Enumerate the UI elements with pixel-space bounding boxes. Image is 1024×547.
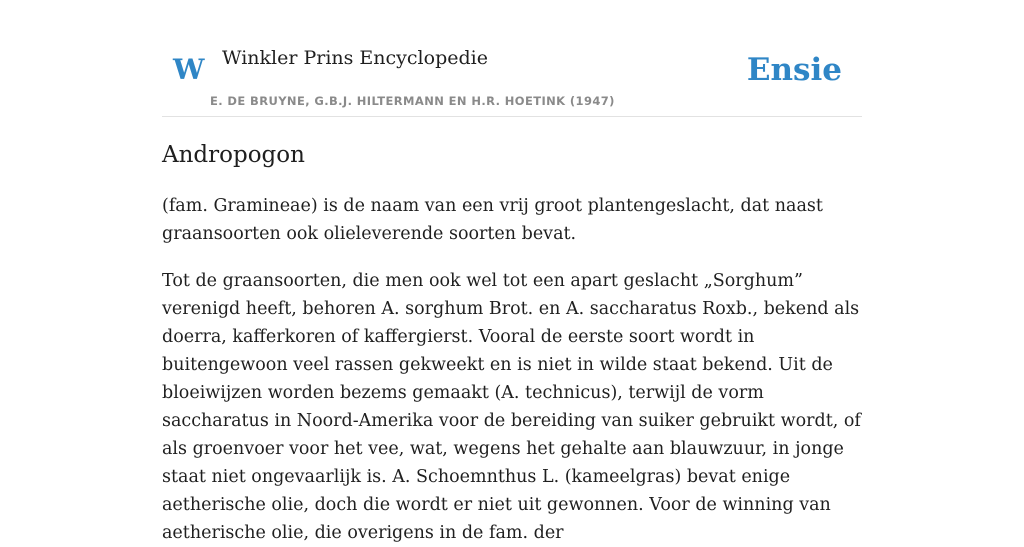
article-paragraph: Tot de graansoorten, die men ook wel tot een apart geslacht „Sorghum” verenigd heeft, behoren A. sorghum Brot. en A. saccharatus Roxb., bekend als doerra, kafferkoren of kaffergierst. Vooral de eerste soort wordt in buitengewoon veel rassen gekweekt en is niet in wilde staat bekend. Uit de bloeiwijzen worden bezems gemaakt (A. technicus), terwijl de vorm saccharatus in Noord-Amerika voor de bereiding van suiker gebruikt wordt, of als groenvoer voor het vee, wat, wegens het gehalte aan blauwzuur, in jonge staat niet ongevaarlijk is. A. Schoemnthus L. (kameelgras) bevat enige aetherische olie, doch die wordt er niet uit gewonnen. Voor de winning van aetherische olie, die overigens in de fam. der bbox=[162, 271, 861, 543]
publication-title[interactable]: Winkler Prins Encyclopedie bbox=[222, 47, 488, 69]
ensie-brand-link[interactable]: Ensie bbox=[746, 52, 842, 88]
article-title: Andropogon bbox=[162, 142, 305, 168]
encyclopedia-logo-icon[interactable]: W bbox=[173, 53, 205, 86]
publication-authors: E. DE BRUYNE, G.B.J. HILTERMANN EN H.R. HOETINK (1947) bbox=[210, 94, 615, 108]
article bbox=[162, 134, 862, 547]
site-header bbox=[162, 0, 862, 117]
article-paragraph: (fam. Gramineae) is de naam van een vrij groot plantengeslacht, dat naast graansoorten ook olieleverende soorten bevat. bbox=[162, 196, 823, 244]
